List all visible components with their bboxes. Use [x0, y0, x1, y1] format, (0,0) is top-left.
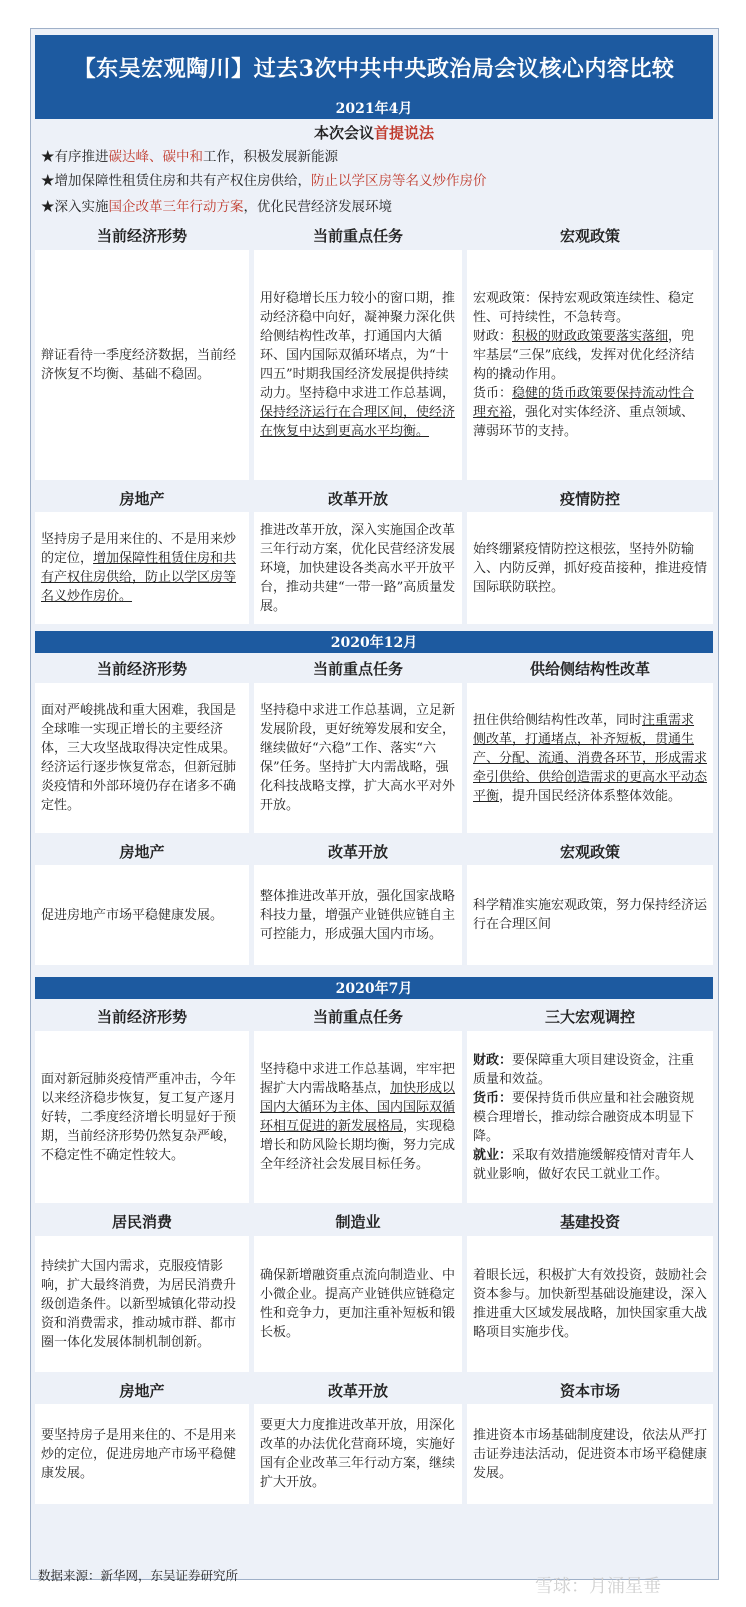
table-cell: 坚持稳中求进工作总基调，立足新发展阶段，更好统筹发展和安全，继续做好“六稳”工作、落实“六保”任务。坚持扩大内需战略，强化科技战略支撑，扩大高水平对外开放。 — [254, 683, 462, 833]
new-phrase-line: ★有序推进碳达峰、碳中和工作，积极发展新能源 — [41, 149, 338, 165]
column-header: 房地产 — [35, 485, 249, 511]
column-header: 当前重点任务 — [254, 1003, 462, 1029]
table-cell: 面对新冠肺炎疫情严重冲击，今年以来经济稳步恢复，复工复产逐月好转，二季度经济增长明显好于预期，当前经济形势仍然复杂严峻，不稳定性不确定性较大。 — [35, 1031, 249, 1203]
section-date-2021-04: 2021年4月 — [35, 97, 713, 119]
column-header: 疫情防控 — [467, 485, 713, 511]
table-cell: 推进资本市场基础制度建设，依法从严打击证券违法活动，促进资本市场平稳健康发展。 — [467, 1404, 713, 1504]
table-cell: 要更大力度推进改革开放，用深化改革的办法优化营商环境，实施好国有企业改革三年行动方案，继续扩大开放。 — [254, 1404, 462, 1504]
section-date-2020-12: 2020年12月 — [35, 631, 713, 653]
table-cell: 确保新增融资重点流向制造业、中小微企业。提高产业链供应链稳定性和竞争力，更加注重补短板和锻长板。 — [254, 1236, 462, 1372]
column-header: 当前经济形势 — [35, 655, 249, 681]
column-header: 房地产 — [35, 1377, 249, 1403]
column-header: 房地产 — [35, 838, 249, 864]
column-header: 宏观政策 — [467, 222, 713, 248]
new-phrases-title — [35, 120, 713, 144]
column-header: 当前重点任务 — [254, 222, 462, 248]
column-header: 供给侧结构性改革 — [467, 655, 713, 681]
table-cell: 用好稳增长压力较小的窗口期，推动经济稳中向好，凝神聚力深化供给侧结构性改革，打通国内大循环、国内国际双循环堵点，为“十四五”时期我国经济发展提供持续动力。坚持稳中求进工作总基调，保持经济运行在合理区间，使经济在恢复中达到更高水平均衡。 — [254, 250, 462, 480]
column-header: 改革开放 — [254, 838, 462, 864]
table-cell: 辩证看待一季度经济数据，当前经济恢复不均衡、基础不稳固。 — [35, 250, 249, 480]
new-phrases-title-red: 首提说法 — [374, 123, 435, 142]
new-phrases-title-plain: 本次会议 — [313, 123, 374, 142]
column-header: 当前重点任务 — [254, 655, 462, 681]
table-cell: 坚持稳中求进工作总基调，牢牢把握扩大内需战略基点，加快形成以国内大循环为主体、国内国际双循环相互促进的新发展格局，实现稳增长和防风险长期均衡，努力完成全年经济社会发展目标任务。 — [254, 1031, 462, 1203]
column-header: 当前经济形势 — [35, 222, 249, 248]
column-header: 改革开放 — [254, 1377, 462, 1403]
table-cell: 持续扩大国内需求，克服疫情影响，扩大最终消费，为居民消费升级创造条件。以新型城镇化带动投资和消费需求，推动城市群、都市圈一体化发展体制机制创新。 — [35, 1236, 249, 1372]
new-phrase-line: ★增加保障性租赁住房和共有产权住房供给，防止以学区房等名义炒作房价 — [41, 173, 487, 189]
table-cell: 扭住供给侧结构性改革，同时注重需求侧改革，打通堵点，补齐短板，贯通生产、分配、流通、消费各环节，形成需求牵引供给、供给创造需求的更高水平动态平衡，提升国民经济体系整体效能。 — [467, 683, 713, 833]
page-title: 【东吴宏观陶川】过去3次中共中央政治局会议核心内容比较 — [35, 35, 713, 100]
table-cell: 要坚持房子是用来住的、不是用来炒的定位，促进房地产市场平稳健康发展。 — [35, 1404, 249, 1504]
column-header: 资本市场 — [467, 1377, 713, 1403]
column-header: 改革开放 — [254, 485, 462, 511]
table-cell: 面对严峻挑战和重大困难，我国是全球唯一实现正增长的主要经济体，三大攻坚战取得决定性成果。经济运行逐步恢复常态，但新冠肺炎疫情和外部环境仍存在诸多不确定性。 — [35, 683, 249, 833]
column-header: 宏观政策 — [467, 838, 713, 864]
column-header: 当前经济形势 — [35, 1003, 249, 1029]
table-cell: 宏观政策：保持宏观政策连续性、稳定性、可持续性，不急转弯。 财政：积极的财政政策要落实落细，兜牢基层“三保”底线，发挥对优化经济结构的撬动作用。 货币：稳健的货币政策要保持流动性合理充裕，强化对实体经济、重点领域、薄弱环节的支持。 — [467, 250, 713, 480]
table-cell: 整体推进改革开放，强化国家战略科技力量，增强产业链供应链自主可控能力，形成强大国内市场。 — [254, 865, 462, 965]
table-cell: 科学精准实施宏观政策，努力保持经济运行在合理区间 — [467, 865, 713, 965]
data-source-note: 数据来源：新华网，东吴证券研究所 — [38, 1568, 239, 1583]
table-cell: 坚持房子是用来住的、不是用来炒的定位，增加保障性租赁住房和共有产权住房供给，防止以学区房等名义炒作房价。 — [35, 512, 249, 624]
column-header: 三大宏观调控 — [467, 1003, 713, 1029]
table-cell: 推进改革开放，深入实施国企改革三年行动方案，优化民营经济发展环境，加快建设各类高水平开放平台，推动共建“一带一路”高质量发展。 — [254, 512, 462, 624]
section-date-2020-07: 2020年7月 — [35, 977, 713, 999]
column-header: 居民消费 — [35, 1208, 249, 1234]
table-cell: 财政：要保障重大项目建设资金，注重质量和效益。 货币：要保持货币供应量和社会融资规模合理增长，推动综合融资成本明显下降。 就业：采取有效措施缓解疫情对青年人就业影响，做好农民工就业工作。 — [467, 1031, 713, 1203]
column-header: 基建投资 — [467, 1208, 713, 1234]
table-cell: 促进房地产市场平稳健康发展。 — [35, 865, 249, 965]
new-phrase-line: ★深入实施国企改革三年行动方案，优化民营经济发展环境 — [41, 199, 392, 215]
table-cell: 着眼长远，积极扩大有效投资，鼓励社会资本参与。加快新型基础设施建设，深入推进重大区域发展战略，加快国家重大战略项目实施步伐。 — [467, 1236, 713, 1372]
table-cell: 始终绷紧疫情防控这根弦，坚持外防输入、内防反弹，抓好疫苗接种，推进疫情国际联防联控。 — [467, 512, 713, 624]
watermark: 雪球：月涌星垂 — [535, 1576, 661, 1597]
column-header: 制造业 — [254, 1208, 462, 1234]
